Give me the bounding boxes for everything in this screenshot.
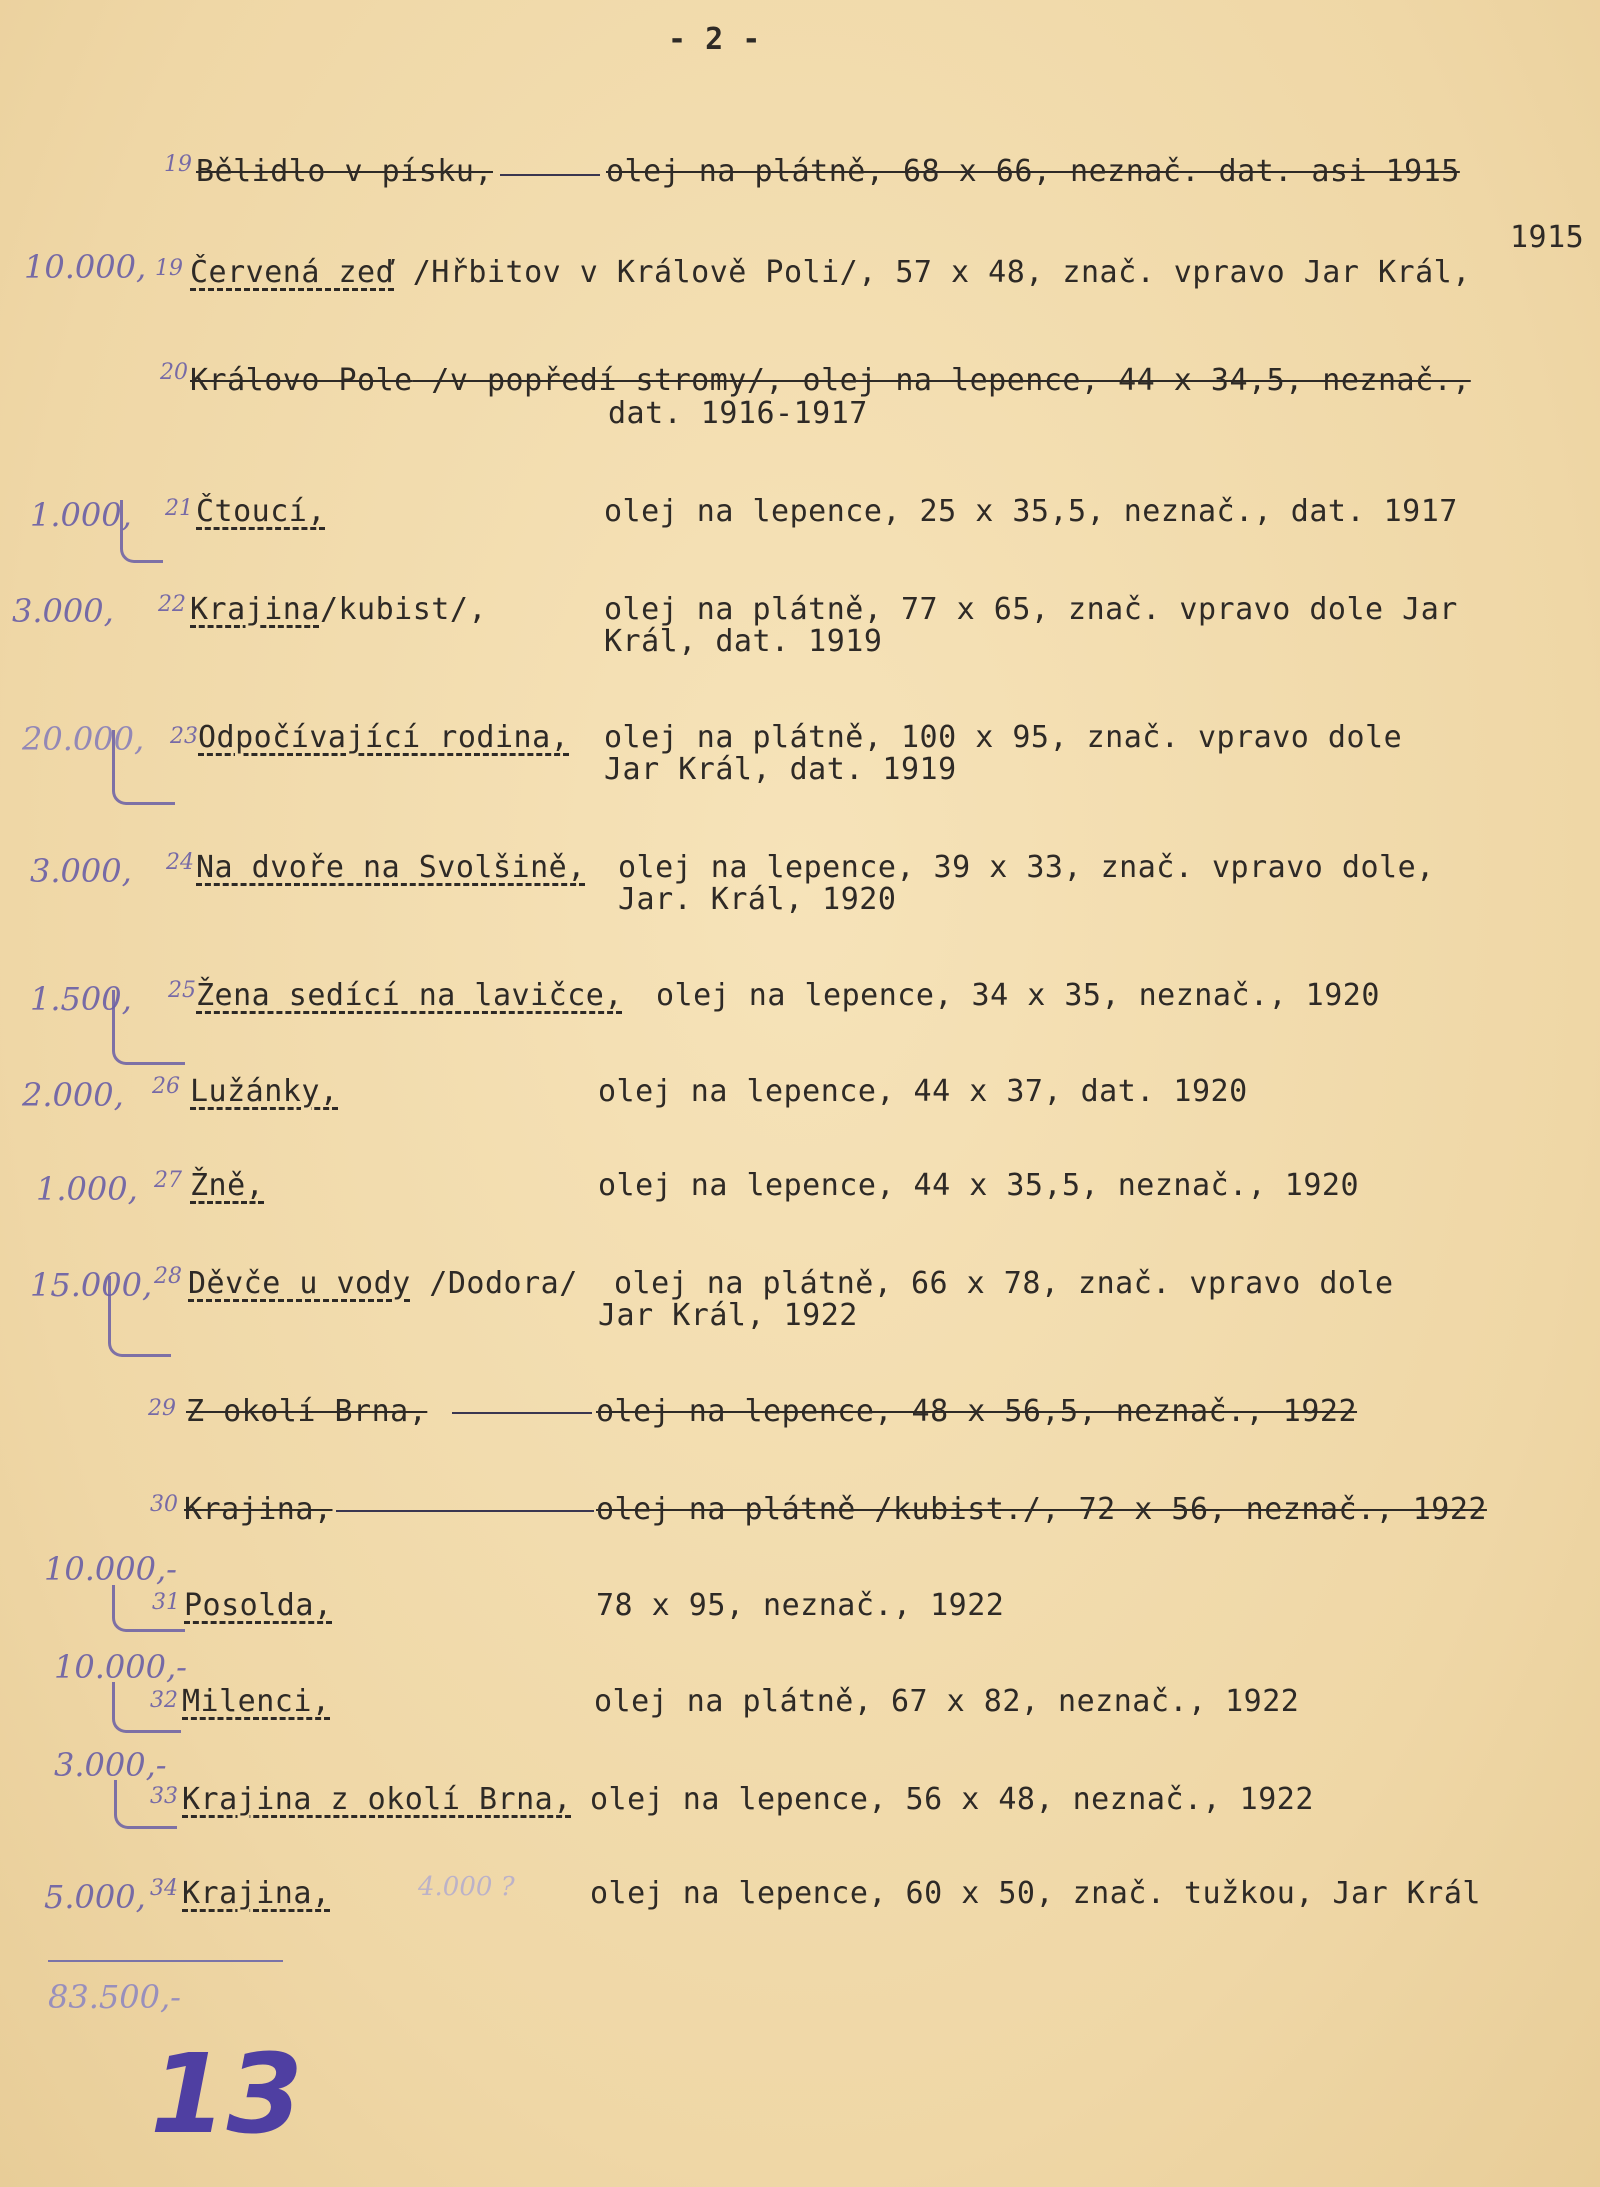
total-rule [48,1960,283,1962]
entry-price: 10.000, [24,248,147,286]
entry-price: 3.000,- [54,1746,167,1784]
entry-details: olej na plátně, 100 x 95, znač. vpravo dole [604,720,1403,755]
entry-title [190,257,1471,289]
entry-details: olej na plátně, 77 x 65, znač. vpravo dole Jar [604,592,1458,627]
entry-title-rest: /Hřbitov v Králově Poli/, 57 x 48, znač. vpravo Jar Král, [394,255,1471,290]
check-mark [112,730,175,805]
check-mark [120,500,163,563]
entry-title: Čtoucí, [196,494,326,529]
entry-price: 1.000, [30,496,132,534]
entry-details: olej na lepence, 25 x 35,5, neznač., dat. 1917 [604,494,1458,529]
entry-title-text: Královo Pole [190,363,413,398]
entry-id: 19 [155,256,183,281]
entry-price: 20.000, [22,720,145,758]
entry-details: olej na lepence, 44 x 37, dat. 1920 [598,1074,1248,1109]
entry-year-note: 1915 [1510,220,1585,255]
entry-details-line2: Jar. Král, 1920 [618,882,897,917]
entry-id: 29 [148,1396,176,1421]
strike-line [500,174,600,176]
entry-id: 31 [152,1590,180,1615]
entry-title-text: Červená zeď [190,255,395,290]
entry-details: olej na lepence, 34 x 35, neznač., 1920 [656,978,1380,1013]
entry-id: 30 [150,1492,178,1517]
entry-details: olej na plátně /kubist./, 72 x 56, neznač., 1922 [596,1492,1487,1527]
entry-title: Na dvoře na Svolšině, [196,850,586,885]
entry-details-line2: Jar Král, 1922 [598,1298,858,1333]
entry-details: olej na plátně, 67 x 82, neznač., 1922 [594,1684,1300,1719]
entry-title: Bělidlo v písku, [196,154,493,189]
entry-title [190,594,487,626]
entry-title-rest: /Dodora/ [410,1266,578,1301]
entry-details [190,365,1471,397]
entry-id: 19 [164,152,192,177]
sheet-number: 13 [150,2030,304,2158]
entry-title: Krajina, [184,1492,333,1527]
entry-title: Lužánky, [190,1074,339,1109]
entry-details-line2: Král, dat. 1919 [604,624,883,659]
entry-title-rest: /kubist/, [319,592,487,627]
entry-id: 25 [168,978,196,1003]
entry-id: 33 [150,1784,178,1809]
entry-id: 28 [154,1264,182,1289]
entry-margin-note: 4.000 ? [418,1872,515,1902]
entry-title: Krajina z okolí Brna, [182,1782,572,1817]
entry-title [188,1268,578,1300]
strike-line [452,1412,592,1414]
entry-price: 10.000,- [54,1648,187,1686]
entry-title: Posolda, [184,1588,333,1623]
entry-price: 10.000,- [44,1550,177,1588]
entry-details: olej na plátně, 66 x 78, znač. vpravo dole [614,1266,1394,1301]
entry-title-text: Děvče u vody [188,1266,411,1301]
entry-price: 3.000, [30,852,132,890]
entry-title: Žně, [190,1168,265,1203]
entry-price: 5.000, [44,1878,146,1916]
entry-id: 27 [154,1168,182,1193]
entry-id: 34 [150,1876,178,1901]
entry-details: olej na lepence, 39 x 33, znač. vpravo dole, [618,850,1435,885]
entry-id: 23 [170,724,198,749]
entry-title: Milenci, [182,1684,331,1719]
total-sum: 83.500,- [48,1978,181,2016]
entry-details: olej na lepence, 48 x 56,5, neznač., 1922 [596,1394,1358,1429]
entry-details: 78 x 95, neznač., 1922 [596,1588,1005,1623]
entry-id: 21 [165,496,193,521]
entry-details-text: /v popředí stromy/, olej na lepence, 44 x 34,5, neznač., [412,363,1471,398]
entry-details: olej na lepence, 60 x 50, znač. tužkou, Jar Král [590,1876,1481,1911]
strike-line [336,1510,594,1512]
entry-id: 20 [160,360,188,385]
entry-details-line2: dat. 1916-1917 [608,396,868,431]
entry-title: Žena sedící na lavičce, [196,978,623,1013]
page-number: - 2 - [668,22,761,57]
entry-price: 15.000, [30,1266,153,1304]
entry-id: 26 [152,1074,180,1099]
entry-title: Z okolí Brna, [186,1394,428,1429]
entry-details: olej na plátně, 68 x 66, neznač. dat. asi 1915 [606,154,1460,189]
entry-price: 1.500, [30,980,132,1018]
entry-title-text: Krajina [190,592,320,627]
entry-id: 24 [166,850,194,875]
entry-price: 1.000, [36,1170,138,1208]
entry-id: 32 [150,1688,178,1713]
entry-price: 2.000, [22,1076,124,1114]
entry-price: 3.000, [12,592,114,630]
entry-title: Krajina, [182,1876,331,1911]
entry-details-line2: Jar Král, dat. 1919 [604,752,957,787]
entry-details: olej na lepence, 44 x 35,5, neznač., 1920 [598,1168,1360,1203]
entry-title: Odpočívající rodina, [198,720,570,755]
entry-details: olej na lepence, 56 x 48, neznač., 1922 [590,1782,1314,1817]
entry-id: 22 [158,592,186,617]
